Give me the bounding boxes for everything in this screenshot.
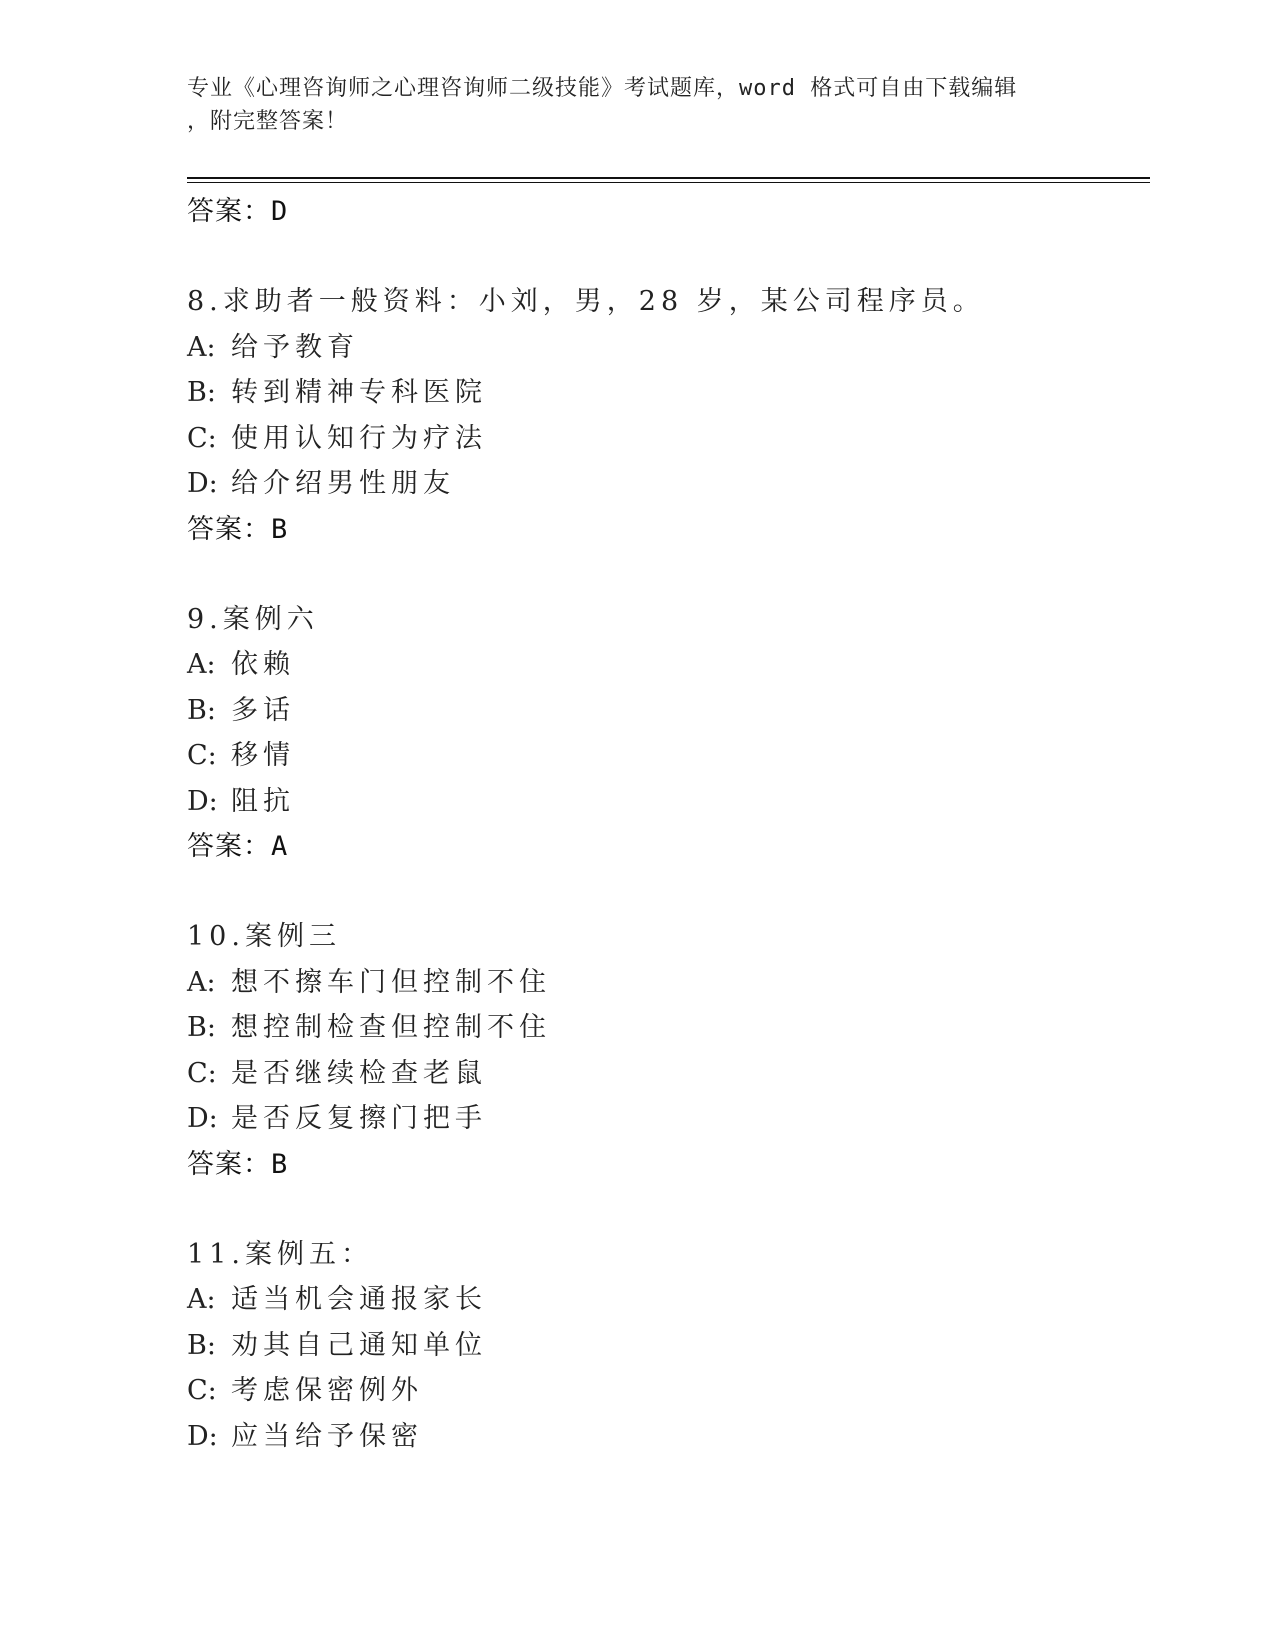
option-d [187, 779, 1147, 825]
option-letter: B: [187, 1329, 216, 1361]
option-c [187, 733, 1147, 779]
option-letter: C: [187, 1375, 217, 1406]
header-line-2: ，附完整答案！ [187, 109, 349, 134]
previous-answer: 答案：D [187, 196, 289, 227]
option-text: 移情 [231, 740, 295, 771]
option-letter: B: [187, 694, 216, 726]
answer-line: 答案：B [187, 513, 289, 545]
option-letter: C: [187, 422, 217, 454]
option-c [187, 1051, 1147, 1097]
option-b [187, 1323, 1147, 1369]
option-text: 给予教育 [231, 331, 359, 363]
option-text: 依赖 [231, 649, 295, 680]
option-b [187, 370, 1147, 416]
question-title: 11.案例五： [187, 1238, 373, 1270]
option-d [187, 461, 1147, 507]
option-text: 考虑保密例外 [231, 1375, 423, 1406]
option-letter: A: [187, 966, 216, 998]
option-letter: D: [187, 468, 218, 499]
option-text: 适当机会通报家长 [231, 1284, 487, 1315]
option-b [187, 1005, 1147, 1051]
option-letter: D: [187, 1420, 218, 1452]
option-text: 是否反复擦门把手 [231, 1103, 487, 1134]
option-letter: B: [187, 1012, 216, 1043]
question-8 [187, 279, 1147, 553]
option-text: 阻抗 [231, 785, 295, 817]
question-title: 10.案例三 [187, 921, 341, 952]
option-text: 想控制检查但控制不住 [231, 1012, 551, 1043]
option-letter: A: [187, 649, 216, 680]
option-a [187, 642, 1147, 688]
option-letter: D: [187, 1103, 218, 1134]
header-line-1: 专业《心理咨询师之心理咨询师二级技能》考试题库，word 格式可自由下载编辑 [187, 76, 1018, 101]
option-c [187, 1368, 1147, 1414]
document-body [187, 189, 1147, 1459]
option-letter: A: [187, 331, 216, 363]
option-b [187, 688, 1147, 734]
option-text: 应当给予保密 [231, 1420, 423, 1452]
option-a [187, 1277, 1147, 1323]
option-text: 转到精神专科医院 [231, 377, 487, 408]
option-c [187, 416, 1147, 462]
option-d [187, 1096, 1147, 1142]
option-text: 想不擦车门但控制不住 [231, 966, 551, 998]
answer-line: 答案：B [187, 1148, 289, 1180]
question-11 [187, 1232, 1147, 1460]
option-letter: A: [187, 1284, 216, 1315]
option-letter: B: [187, 377, 216, 408]
option-text: 使用认知行为疗法 [231, 422, 487, 454]
option-text: 给介绍男性朋友 [231, 468, 455, 499]
question-title: 9.案例六 [187, 603, 319, 635]
question-title: 8.求助者一般资料：小刘，男，28 岁，某公司程序员。 [187, 286, 985, 317]
option-a [187, 960, 1147, 1006]
option-text: 多话 [231, 694, 295, 726]
option-letter: D: [187, 785, 218, 817]
question-10 [187, 914, 1147, 1188]
option-a [187, 325, 1147, 371]
document-header [187, 72, 1067, 138]
header-rule-thin [187, 182, 1150, 183]
option-d [187, 1414, 1147, 1460]
option-text: 劝其自己通知单位 [231, 1329, 487, 1361]
option-text: 是否继续检查老鼠 [231, 1057, 487, 1089]
answer-line: 答案：A [187, 831, 289, 862]
option-letter: C: [187, 740, 217, 771]
question-9 [187, 597, 1147, 871]
header-rule-thick [187, 177, 1150, 179]
option-letter: C: [187, 1057, 217, 1089]
